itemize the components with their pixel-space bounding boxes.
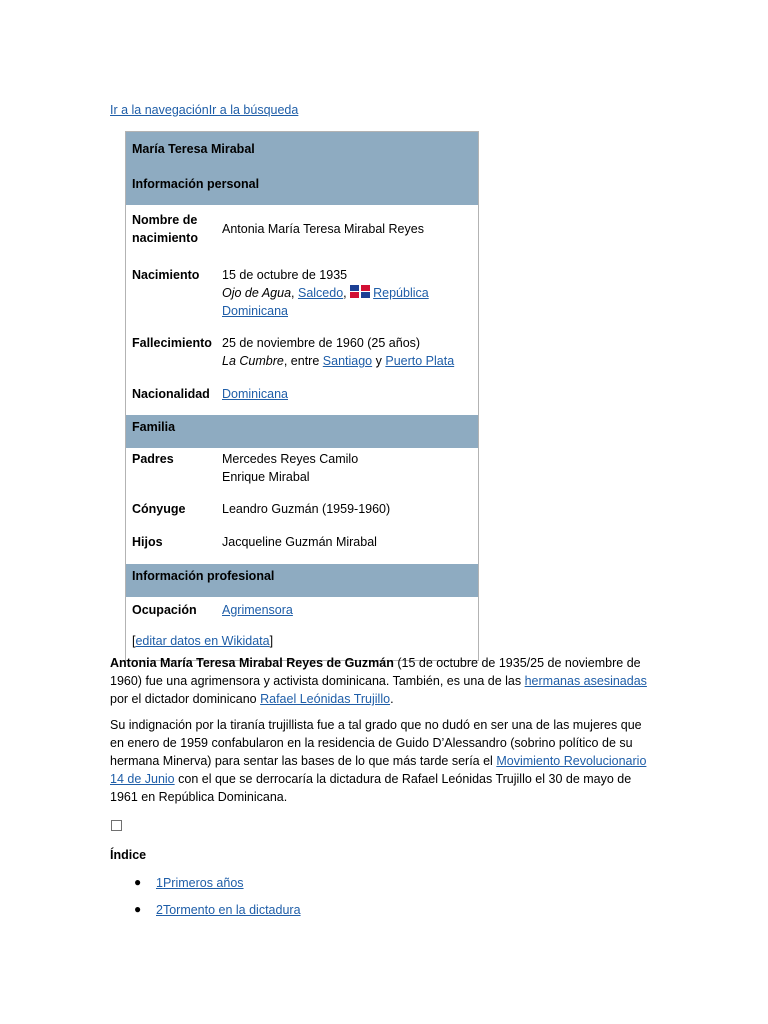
salcedo-link[interactable]: Salcedo (297, 286, 344, 300)
birth-name-label: Nombre de nacimiento (132, 213, 198, 245)
edit-bracket-open: [ (132, 634, 136, 648)
birth-name-row (126, 205, 478, 266)
death-place-text: La Cumbre (222, 354, 284, 368)
spouse-value: Leandro Guzmán (1959-1960) (222, 502, 391, 516)
parent-mother: Mercedes Reyes Camilo (222, 452, 359, 466)
toc-link-primeros-anos[interactable]: 1Primeros años (156, 876, 244, 890)
bullet-icon: ● (134, 902, 142, 916)
death-date: 25 de noviembre de 1960 (25 años) (222, 336, 421, 350)
edit-bracket-close: ] (269, 634, 274, 648)
skip-links (110, 103, 298, 117)
santiago-link[interactable]: Santiago (322, 354, 373, 368)
skip-to-search-link[interactable]: Ir a la búsqueda (208, 103, 299, 117)
death-value (222, 334, 472, 385)
death-between-text: entre (290, 354, 320, 368)
birth-date: 15 de octubre de 1935 (222, 268, 348, 282)
infobox-title: María Teresa Mirabal (126, 132, 478, 169)
trujillo-link[interactable]: Rafael Leónidas Trujillo (260, 692, 391, 706)
children-row (126, 533, 478, 564)
birth-place: Ojo de Agua, Salcedo, República Dominicana (222, 286, 429, 318)
toc-link-tormento[interactable]: 2Tormento en la dictadura (156, 903, 301, 917)
intro-bold-name: Antonia María Teresa Mirabal Reyes de Guzmán (110, 656, 394, 670)
personal-info-header: Información personal (126, 169, 478, 205)
second-text: Su indignación por la tiranía trujillista fue a tal grado que no dudó en ser una de las mujeres que en enero de 1959 confabularon en la residencia de Guido D’Alessandro (sobrino político de su hermana Minerva) para sentar las bases de lo que más tarde sería el (110, 718, 642, 768)
spouse-row (126, 500, 478, 533)
toc-item (134, 903, 301, 917)
intro-text: (15 de octubre de 1935/25 de noviembre de 1960) fue una agrimensora y activista dominicana. También, es una de las (110, 656, 641, 688)
children-label: Hijos (132, 535, 163, 549)
toc-title: Índice (110, 848, 147, 862)
spouse-label: Cónyuge (132, 502, 186, 516)
second-paragraph (110, 716, 658, 806)
puerto-plata-link[interactable]: Puerto Plata (385, 354, 455, 368)
toc-list-2 (134, 903, 301, 917)
nationality-link[interactable]: Dominicana (222, 387, 289, 401)
bullet-icon: ● (134, 875, 142, 889)
intro-text-2: por el dictador dominicano (110, 692, 257, 706)
intro-paragraph: Antonia María Teresa Mirabal Reyes de Guzmán (15 de octubre de 1935/25 de noviembre de 1960) fue una agrimensora y activista dominicana. También, es una de las hermanas asesinadas por el dictador dominicano Rafael Leónidas Trujillo. (110, 656, 647, 706)
death-row (126, 334, 478, 385)
second-text-2: con el que se derrocaría la dictadura de Rafael Leónidas Trujillo el 30 de mayo de 1961 en República Dominicana. (110, 772, 632, 804)
parents-label: Padres (132, 452, 174, 466)
parents-row (126, 448, 478, 500)
family-header: Familia (126, 415, 478, 448)
occupation-link[interactable]: Agrimensora (222, 603, 293, 617)
toc-item (134, 876, 244, 890)
parent-father: Enrique Mirabal (222, 470, 310, 484)
birth-value (222, 266, 472, 334)
movement-link[interactable]: Movimiento Revolucionario 14 de Junio (110, 754, 647, 786)
toc-toggle-checkbox[interactable] (111, 820, 122, 831)
infobox (125, 131, 479, 661)
birth-label: Nacimiento (132, 268, 200, 282)
dominican-flag-icon (350, 285, 370, 298)
skip-to-navigation-link[interactable]: Ir a la navegación (110, 103, 209, 117)
occupation-row (126, 597, 478, 630)
sisters-link[interactable]: hermanas asesinadas (524, 674, 647, 688)
death-place: La Cumbre, entre Santiago y Puerto Plata (222, 354, 455, 368)
birth-row (126, 266, 478, 334)
nationality-row (126, 385, 478, 415)
birth-name-value: Antonia María Teresa Mirabal Reyes (222, 222, 424, 236)
nationality-label: Nacionalidad (132, 387, 210, 401)
parents-value (222, 450, 472, 500)
edit-wikidata-link[interactable]: editar datos en Wikidata (135, 634, 270, 648)
children-value: Jacqueline Guzmán Mirabal (222, 535, 377, 549)
birth-place-text: Ojo de Agua (222, 286, 292, 300)
death-label: Fallecimiento (132, 336, 212, 350)
professional-info-header: Información profesional (126, 564, 478, 597)
occupation-label: Ocupación (132, 603, 197, 617)
dominican-republic-link[interactable]: República Dominicana (222, 286, 429, 318)
toc-list (134, 876, 244, 890)
death-and-text: y (375, 354, 382, 368)
